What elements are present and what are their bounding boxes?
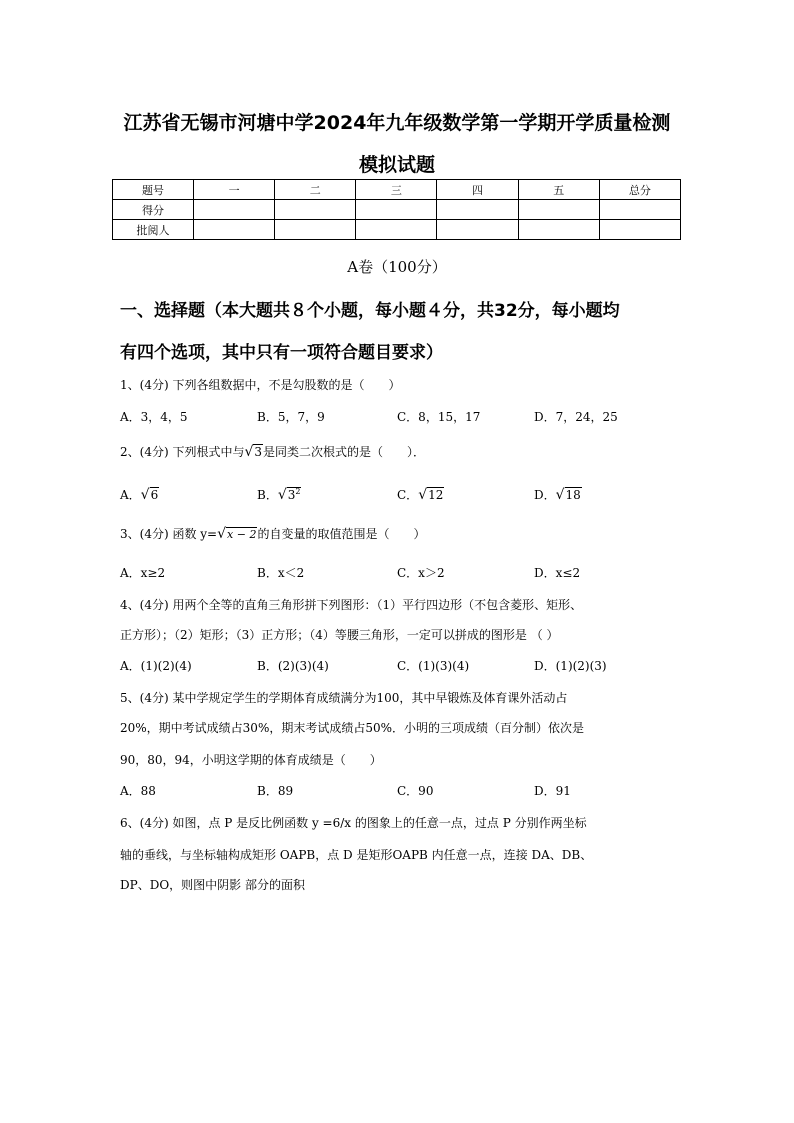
question-1-stem: 1、(4分) 下列各组数据中，不是勾股数的是（ ） <box>120 378 401 392</box>
score-header-cell: 四 <box>437 180 518 200</box>
question-2-options <box>120 486 690 504</box>
option-a[interactable]: A．(1)(2)(4) <box>120 659 192 673</box>
question-6-line1: 6、(4分) 如图，点 P 是反比例函数 y =6/x 的图象上的任意一点，过点 P 分别作两坐标 <box>120 816 587 830</box>
score-header-cell: 二 <box>275 180 356 200</box>
section1-heading-line2: 有四个选项，其中只有一项符合题目要求） <box>120 343 443 363</box>
score-cell[interactable] <box>518 200 599 220</box>
question-2-stem <box>120 443 690 461</box>
score-cell[interactable] <box>599 220 680 240</box>
score-header-cell: 总分 <box>599 180 680 200</box>
score-cell[interactable] <box>356 220 437 240</box>
question-2-stem-after: 是同类二次根式的是（ ）． <box>263 445 426 459</box>
score-table-row <box>113 200 681 220</box>
exponent: 2 <box>295 487 301 496</box>
option-d[interactable]: D．91 <box>534 784 571 798</box>
score-header-cell: 一 <box>194 180 275 200</box>
option-c[interactable]: C．x＞2 <box>397 566 445 580</box>
option-a[interactable]: A．3，4，5 <box>120 410 188 424</box>
score-row-label: 得分 <box>113 200 194 220</box>
score-header-cell: 五 <box>518 180 599 200</box>
question-5-line3: 90，80，94，小明这学期的体育成绩是（ ） <box>120 753 382 767</box>
score-table-row <box>113 220 681 240</box>
question-2-stem-before: 2、(4分) 下列根式中与 <box>120 445 245 459</box>
radicand: 6 <box>150 488 159 502</box>
score-cell[interactable] <box>437 200 518 220</box>
radical-expression: √6 <box>140 487 159 503</box>
option-d[interactable]: D．(1)(2)(3) <box>534 659 607 673</box>
option-c[interactable]: C．(1)(3)(4) <box>397 659 470 673</box>
score-cell[interactable] <box>437 220 518 240</box>
option-a[interactable]: A．88 <box>120 784 156 798</box>
option-b[interactable] <box>257 486 301 503</box>
question-3-options <box>120 564 690 582</box>
radicand: 18 <box>565 488 581 502</box>
score-table <box>112 179 681 240</box>
option-letter: D． <box>534 488 556 502</box>
radicand: 3 <box>287 488 296 502</box>
option-d[interactable] <box>534 486 582 503</box>
score-cell[interactable] <box>194 220 275 240</box>
score-cell[interactable] <box>275 220 356 240</box>
score-cell[interactable] <box>356 200 437 220</box>
score-header-cell: 题号 <box>113 180 194 200</box>
option-b[interactable]: B．x＜2 <box>257 566 305 580</box>
option-c[interactable] <box>397 486 444 503</box>
option-b[interactable]: B．89 <box>257 784 294 798</box>
question-6-line2: 轴的垂线，与坐标轴构成矩形 OAPB，点 D 是矩形OAPB 内任意一点，连接 DA、DB、 <box>120 848 593 862</box>
question-5-line1: 5、(4分) 某中学规定学生的学期体育成绩满分为100，其中早锻炼及体育课外活动占 <box>120 691 568 705</box>
score-cell[interactable] <box>275 200 356 220</box>
radical-expression: √x − 2 <box>217 526 257 542</box>
radicand: x − 2 <box>227 528 257 541</box>
option-letter: C． <box>397 488 419 502</box>
score-cell[interactable] <box>194 200 275 220</box>
option-b[interactable]: B．5，7，9 <box>257 410 325 424</box>
radicand: 12 <box>428 488 444 502</box>
option-b[interactable]: B．(2)(3)(4) <box>257 659 329 673</box>
question-3-stem-before: 3、(4分) 函数 y= <box>120 527 218 541</box>
question-4-options <box>120 657 690 675</box>
radical-expression: √12 <box>418 487 444 503</box>
section-a-heading: A卷（100分） <box>347 258 447 276</box>
question-6-line3: DP、DO，则图中阴影 部分的面积 <box>120 878 305 892</box>
question-5-line2: 20%，期中考试成绩占30%，期末考试成绩占50%．小明的三项成绩（百分制）依次是 <box>120 721 585 735</box>
exam-title-line2: 模拟试题 <box>358 154 435 176</box>
radicand: 3 <box>254 445 263 459</box>
option-d[interactable]: D．x≤2 <box>534 566 581 580</box>
radical-expression: √18 <box>555 487 581 503</box>
score-row-label: 批阅人 <box>113 220 194 240</box>
score-cell[interactable] <box>518 220 599 240</box>
question-4-line1: 4、(4分) 用两个全等的直角三角形拼下列图形：（1）平行四边形（不包含菱形、矩形、 <box>120 598 583 612</box>
radical-expression: $√3^2$ <box>277 487 301 503</box>
score-table-header-row <box>113 180 681 200</box>
option-d[interactable]: D．7，24，25 <box>534 410 618 424</box>
score-header-cell: 三 <box>356 180 437 200</box>
option-letter: B． <box>257 488 278 502</box>
option-c[interactable]: C．90 <box>397 784 434 798</box>
score-cell[interactable] <box>599 200 680 220</box>
question-3-stem-after: 的自变量的取值范围是（ ） <box>257 527 426 541</box>
option-c[interactable]: C．8，15，17 <box>397 410 481 424</box>
question-4-line2: 正方形）；（2）矩形；（3）正方形；（4）等腰三角形，一定可以拼成的图形是 （ ） <box>120 628 559 642</box>
section1-heading-line1: 一、选择题（本大题共８个小题，每小题４分，共32分，每小题均 <box>120 301 620 321</box>
option-a[interactable] <box>120 486 159 503</box>
exam-title-line1: 江苏省无锡市河塘中学2024年九年级数学第一学期开学质量检测 <box>123 112 671 134</box>
question-1-options <box>120 408 690 426</box>
option-letter: A． <box>120 488 141 502</box>
question-5-options <box>120 782 690 800</box>
option-a[interactable]: A．x≥2 <box>120 566 166 580</box>
question-3-stem <box>120 525 690 544</box>
radical-expression: √3 <box>244 444 263 460</box>
